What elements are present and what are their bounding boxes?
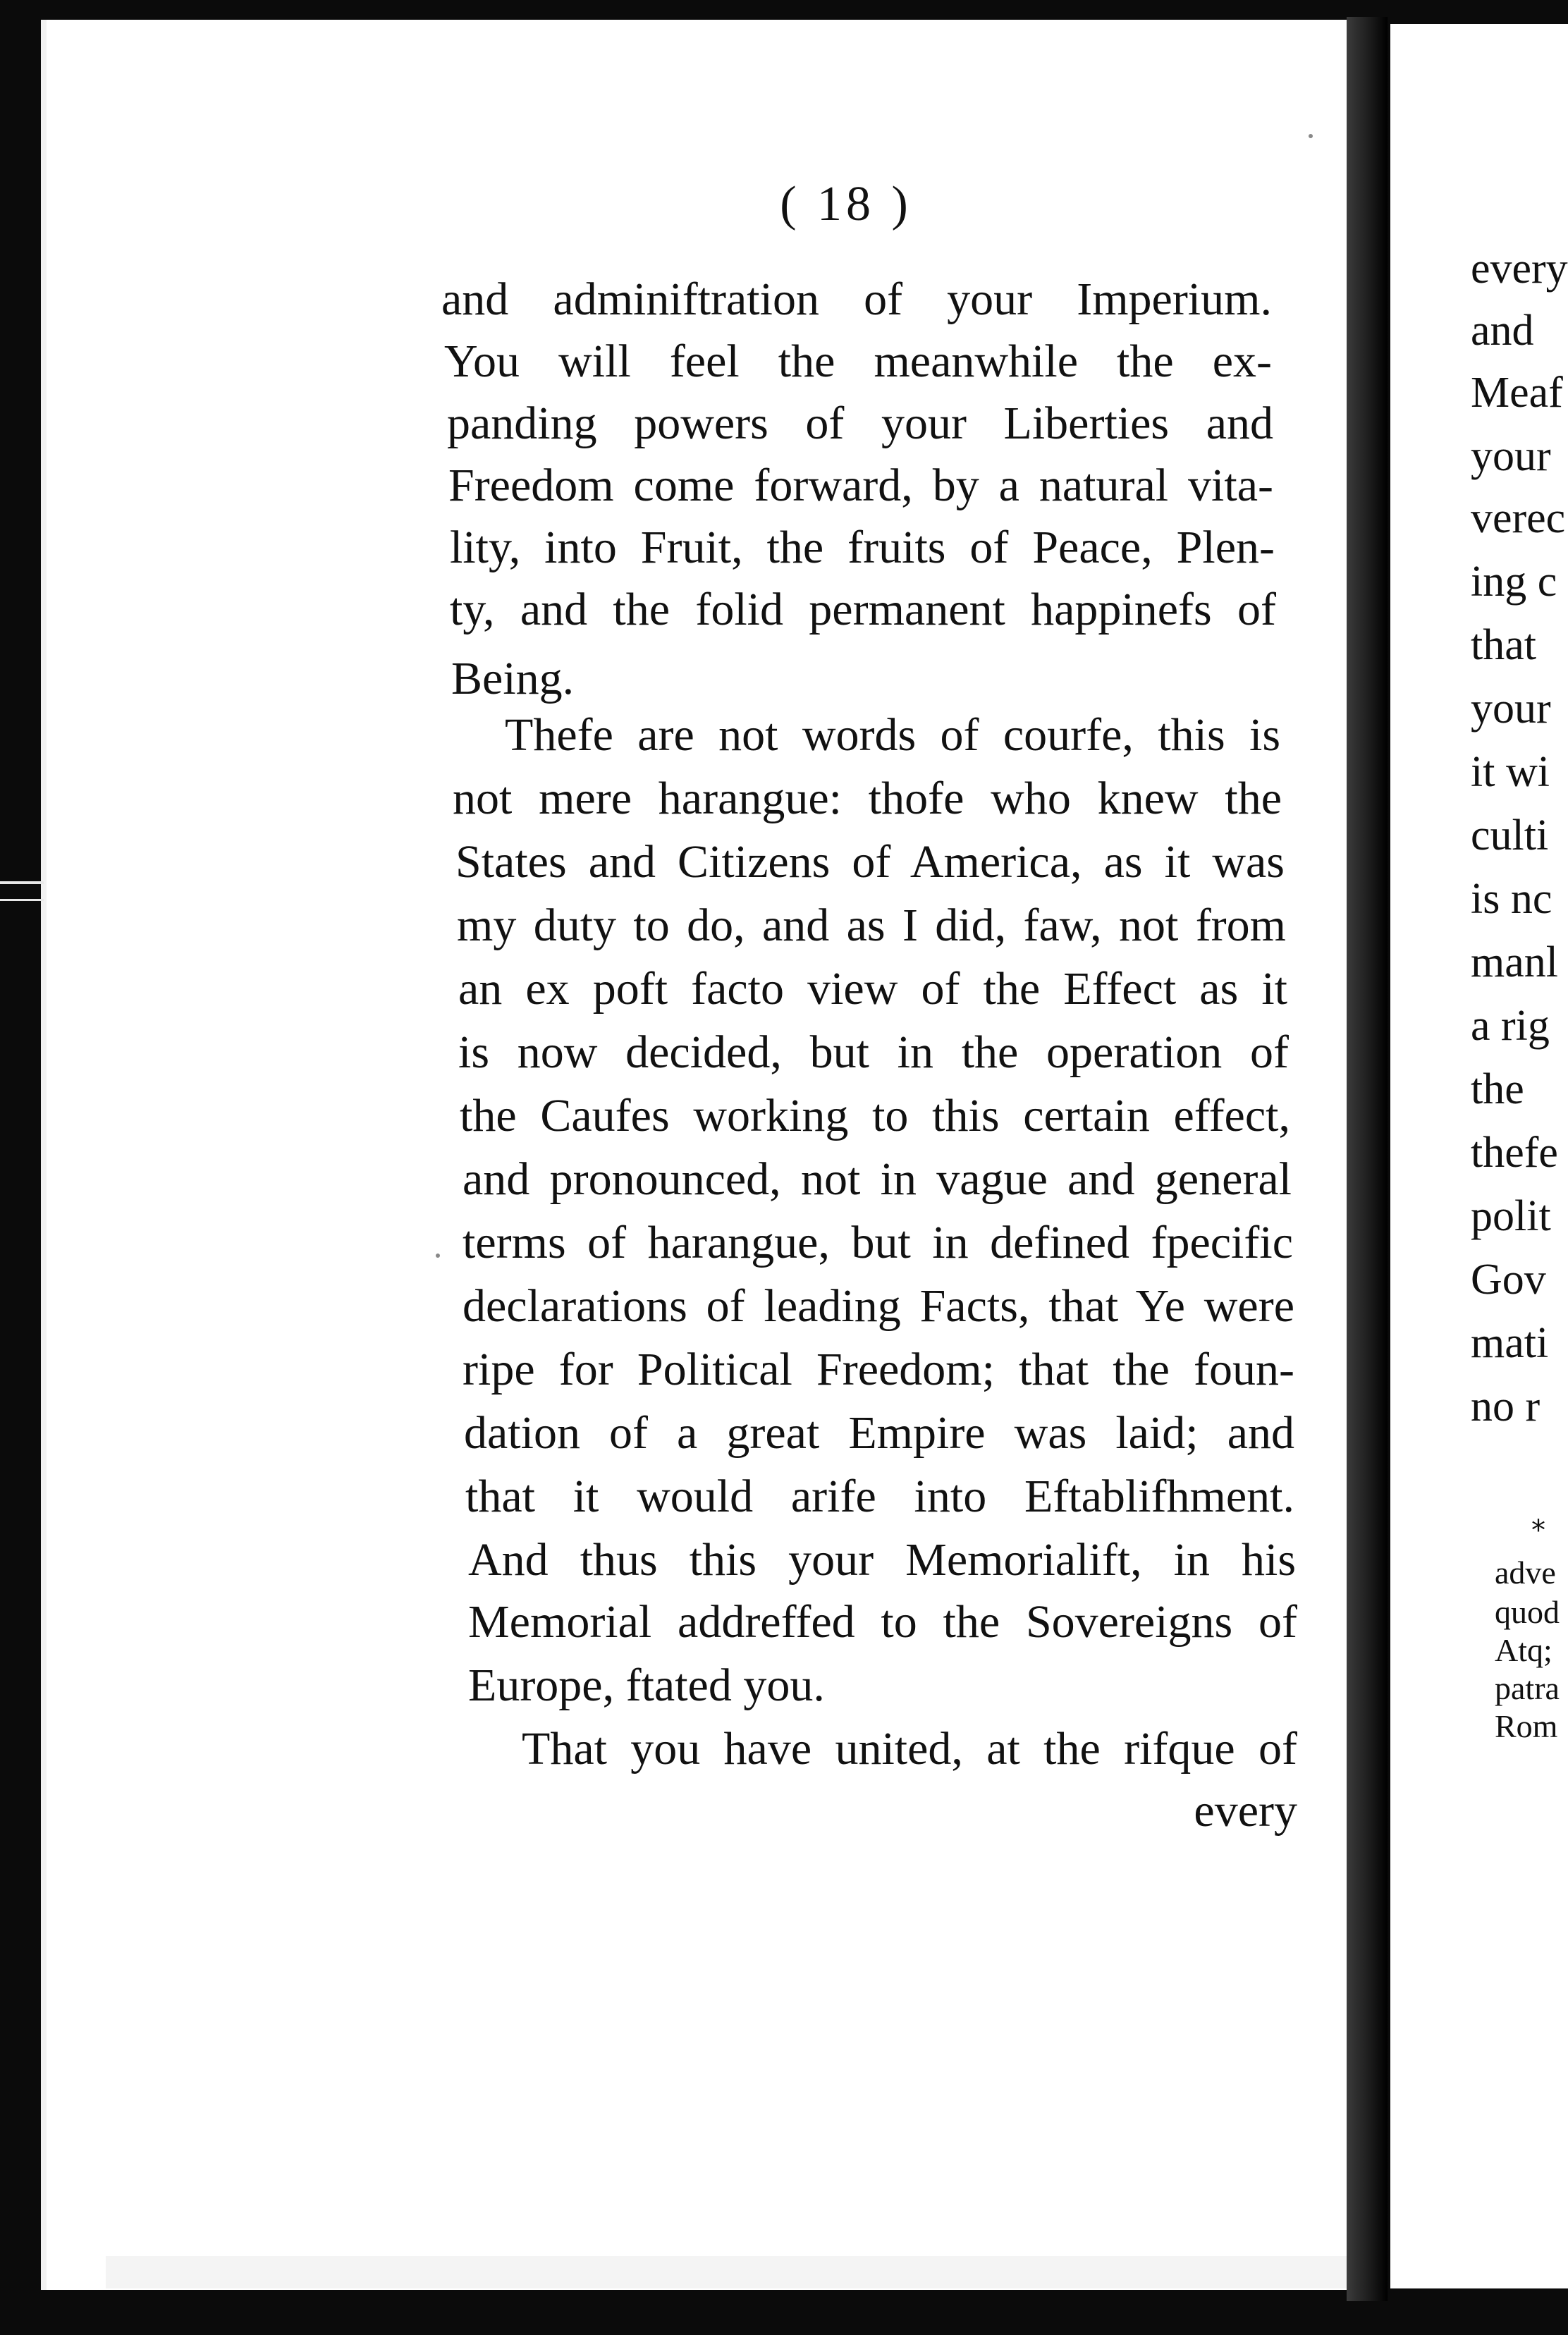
text-line: not mere harangue: thofe who knew the [453, 773, 1282, 824]
text-line: Being. [451, 653, 575, 704]
text-line: That you have united, at the rifque of [522, 1723, 1297, 1775]
right-page-line: verec [1471, 494, 1566, 542]
right-page-line: is nc [1471, 875, 1552, 923]
text-line: States and Citizens of America, as it was [455, 836, 1285, 888]
right-page-line: mati [1471, 1319, 1549, 1367]
text-line: Memorial addreffed to the Sovereigns of [468, 1596, 1297, 1648]
right-page-line: manl [1471, 938, 1558, 986]
right-page-line: your [1471, 685, 1551, 733]
text-line: dation of a great Empire was laid; and [464, 1407, 1294, 1459]
text-line: And thus this your Memorialift, in his [468, 1534, 1296, 1586]
text-line: Thefe are not words of courfe, this is [505, 709, 1280, 761]
text-line: Freedom come forward, by a natural vita- [448, 460, 1273, 511]
right-page-line: Gov [1471, 1256, 1546, 1304]
right-page-text-clip [1471, 0, 1568, 2335]
footnote-line: quod [1495, 1594, 1560, 1630]
left-margin-tick [0, 899, 44, 901]
right-page-line: your [1471, 432, 1551, 480]
right-page-line: the [1471, 1065, 1524, 1113]
text-line: lity, into Fruit, the fruits of Peace, Plen- [450, 522, 1275, 573]
footnote-line: patra [1495, 1670, 1560, 1706]
footnote-line: Atq; [1495, 1632, 1552, 1668]
right-page-line: it wi [1471, 748, 1550, 796]
paper-speck [1309, 134, 1313, 138]
text-line: terms of harangue, but in defined fpecific [463, 1217, 1293, 1268]
footnote-marker: * [1531, 1514, 1545, 1547]
left-margin-tick [0, 881, 44, 884]
paper-speck [436, 1254, 440, 1258]
text-line: You will feel the meanwhile the ex- [444, 336, 1272, 387]
text-line: my duty to do, and as I did, faw, not from [457, 900, 1286, 951]
text-line: and adminiftration of your Imperium. [441, 274, 1272, 325]
right-page-line: a rig [1471, 1002, 1550, 1050]
right-page-line: every [1471, 245, 1568, 293]
page-number: ( 18 ) [780, 177, 912, 231]
right-page-line: no r [1471, 1383, 1541, 1430]
text-line: and pronounced, not in vague and general [463, 1153, 1292, 1205]
right-page-line: culti [1471, 811, 1549, 859]
text-line: the Caufes working to this certain effect, [460, 1090, 1290, 1141]
text-line: Europe, ftated you. [468, 1660, 825, 1711]
text-line: is now decided, but in the operation of [458, 1026, 1289, 1078]
right-page-line: and [1471, 307, 1534, 355]
text-line: panding powers of your Liberties and [447, 398, 1273, 449]
right-page-line: Meaf [1471, 369, 1563, 417]
right-page-line: polit [1471, 1192, 1551, 1240]
text-line: declarations of leading Facts, that Ye were [463, 1280, 1294, 1332]
book-gutter [1347, 17, 1388, 2301]
right-page-line: ing c [1471, 558, 1557, 606]
right-page-line: thefe [1471, 1129, 1558, 1177]
footnote-line: adve [1495, 1555, 1556, 1591]
text-line: ty, and the folid permanent happinefs of [450, 584, 1276, 635]
text-line: that it would arife into Eftablifhment. [465, 1471, 1294, 1522]
footnote-line: Rom [1495, 1708, 1558, 1744]
text-line: ripe for Political Freedom; that the foun- [463, 1344, 1294, 1395]
right-page-line: that [1471, 621, 1536, 669]
text-line: an ex poft facto view of the Effect as it [458, 963, 1287, 1015]
catchword: every [1194, 1785, 1297, 1837]
left-page-bottom-edge [106, 2256, 1375, 2288]
